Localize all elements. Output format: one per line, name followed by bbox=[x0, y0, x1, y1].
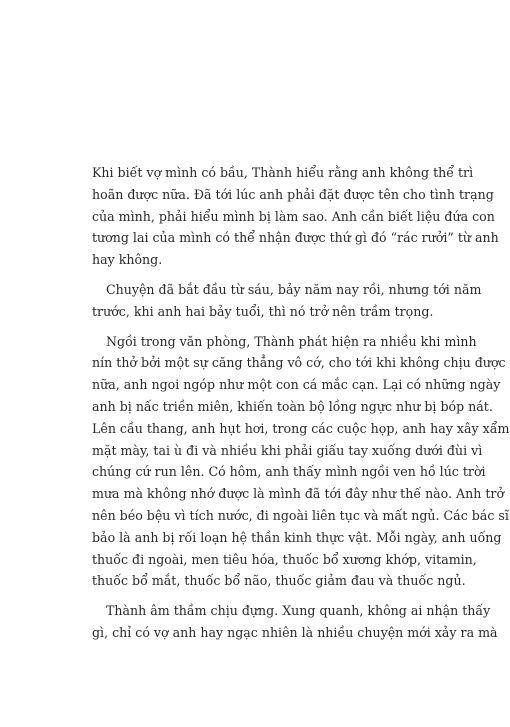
text-line: Khi biết vợ mình có bầu, Thành hiểu rằng anh không thể trì bbox=[92, 165, 474, 180]
text-line: gì, chỉ có vợ anh hay ngạc nhiên là nhiều chuyện mới xảy ra mà bbox=[92, 624, 498, 640]
text-line: anh bị nấc triền miên, khiến toàn bộ lồng ngực như bị bóp nát. bbox=[92, 398, 493, 414]
paragraph-1 bbox=[92, 162, 499, 271]
text-line: hoãn được nữa. Đã tới lúc anh phải đặt được tên cho tình trạng bbox=[92, 186, 494, 202]
text-line: tương lai của mình có thể nhận được thứ gì đó “rác rưởi” từ anh bbox=[92, 230, 499, 246]
text-line: thuốc bổ mắt, thuốc bổ não, thuốc giảm đau và thuốc ngủ. bbox=[92, 573, 466, 589]
paragraph-2 bbox=[92, 279, 482, 323]
text-line: mưa mà không nhớ được là mình đã tới đây như thế nào. Anh trở bbox=[92, 486, 505, 502]
text-line: trước, khi anh hai bảy tuổi, thì nó trở nên trầm trọng. bbox=[92, 303, 434, 319]
text-line: thuốc đi ngoài, men tiêu hóa, thuốc bổ xương khớp, vitamin, bbox=[92, 551, 477, 567]
text-line: nữa, anh ngoi ngóp như một con cá mắc cạn. Lại có những ngày bbox=[92, 377, 501, 393]
text-line: Chuyện đã bắt đầu từ sáu, bảy năm nay rồi, nhưng tới năm bbox=[106, 281, 482, 297]
text-line: mặt mày, tai ù đi và nhiều khi phải giấu tay xuống dưới đùi vì bbox=[92, 442, 483, 458]
text-line: Thành âm thầm chịu đựng. Xung quanh, không ai nhận thấy bbox=[106, 603, 491, 619]
text-line: nín thở bởi một sự căng thẳng vô cớ, cho tới khi không chịu được bbox=[92, 355, 506, 371]
text-line: hay không. bbox=[92, 252, 163, 268]
paragraph-4 bbox=[92, 600, 498, 644]
text-line: Lên cầu thang, anh hụt hơi, trong các cuộc họp, anh hay xây xẩm bbox=[92, 420, 510, 436]
text-line: chúng cứ run lên. Có hôm, anh thấy mình ngồi ven hồ lúc trời bbox=[92, 464, 486, 480]
text-line: Ngồi trong văn phòng, Thành phát hiện ra nhiều khi mình bbox=[106, 333, 477, 349]
text-line: của mình, phải hiểu mình bị làm sao. Anh cần biết liệu đứa con bbox=[92, 208, 495, 224]
body-text bbox=[92, 162, 510, 652]
paragraph-3 bbox=[92, 331, 510, 593]
text-line: nên béo bệu vì tích nước, đi ngoài liên tục và mất ngủ. Các bác sĩ bbox=[92, 507, 509, 523]
text-line: bảo là anh bị rối loạn hệ thần kinh thực vật. Mỗi ngày, anh uống bbox=[92, 529, 502, 545]
